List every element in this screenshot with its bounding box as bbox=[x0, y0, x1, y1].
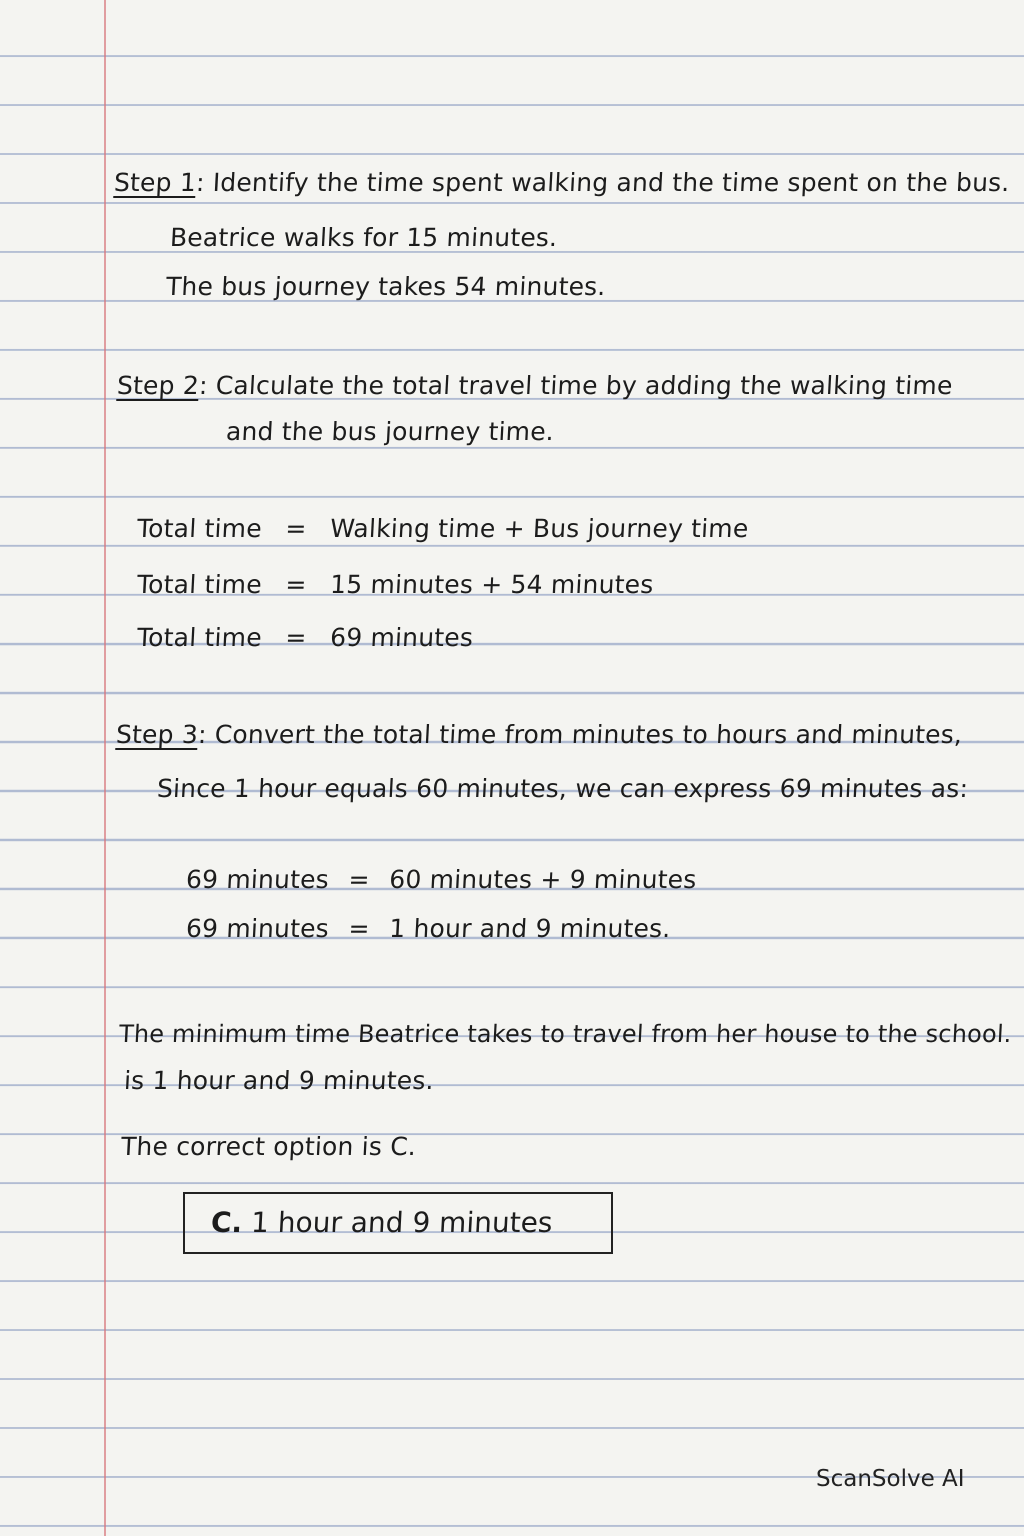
brand-label: ScanSolve AI bbox=[816, 1466, 965, 1492]
answer-value: 1 hour and 9 minutes bbox=[250, 1206, 554, 1239]
equals-sign: = bbox=[347, 914, 371, 943]
equals-sign: = bbox=[284, 623, 308, 652]
step3-label: Step 3 bbox=[115, 720, 199, 749]
equation-right: 15 minutes + 54 minutes bbox=[329, 570, 655, 599]
margin-line bbox=[104, 0, 106, 1536]
equation-left: 69 minutes bbox=[185, 914, 330, 943]
step2-heading-line2: and the bus journey time. bbox=[225, 417, 555, 446]
equation-left: Total time bbox=[136, 514, 263, 543]
equation-left: 69 minutes bbox=[185, 865, 330, 894]
step1-line1: Beatrice walks for 15 minutes. bbox=[169, 223, 559, 252]
step2-heading-text: : Calculate the total travel time by adding the walking time bbox=[198, 371, 954, 400]
step1-heading bbox=[113, 166, 1010, 200]
step3-line1: Since 1 hour equals 60 minutes, we can express 69 minutes as: bbox=[156, 774, 969, 803]
step2-label: Step 2 bbox=[116, 371, 200, 400]
equation-left: Total time bbox=[136, 570, 263, 599]
equals-sign: = bbox=[347, 865, 371, 894]
equation-right: 69 minutes bbox=[329, 623, 474, 652]
conclusion-line2: is 1 hour and 9 minutes. bbox=[123, 1066, 435, 1095]
step3-heading-text: : Convert the total time from minutes to hours and minutes, bbox=[197, 720, 963, 749]
step2-heading bbox=[116, 369, 953, 403]
equation-row bbox=[136, 621, 474, 655]
conclusion-line3: The correct option is C. bbox=[120, 1132, 417, 1161]
step1-label: Step 1 bbox=[113, 168, 197, 197]
answer-text bbox=[210, 1206, 553, 1240]
equals-sign: = bbox=[284, 514, 308, 543]
step1-line2: The bus journey takes 54 minutes. bbox=[165, 272, 607, 301]
equation-row bbox=[136, 568, 654, 602]
equation-right: 1 hour and 9 minutes. bbox=[388, 914, 672, 943]
equation-right: 60 minutes + 9 minutes bbox=[388, 865, 698, 894]
equation-right: Walking time + Bus journey time bbox=[329, 514, 750, 543]
conclusion-line1: The minimum time Beatrice takes to travel from her house to the school. bbox=[118, 1020, 1013, 1048]
step1-heading-text: : Identify the time spent walking and the time spent on the bus. bbox=[195, 168, 1011, 197]
equation-row bbox=[185, 912, 671, 946]
equation-row bbox=[185, 863, 697, 897]
equation-row bbox=[136, 512, 749, 546]
equals-sign: = bbox=[284, 570, 308, 599]
answer-box bbox=[183, 1192, 613, 1254]
equation-left: Total time bbox=[136, 623, 263, 652]
step3-heading bbox=[115, 718, 963, 752]
answer-letter: C. bbox=[210, 1206, 244, 1239]
